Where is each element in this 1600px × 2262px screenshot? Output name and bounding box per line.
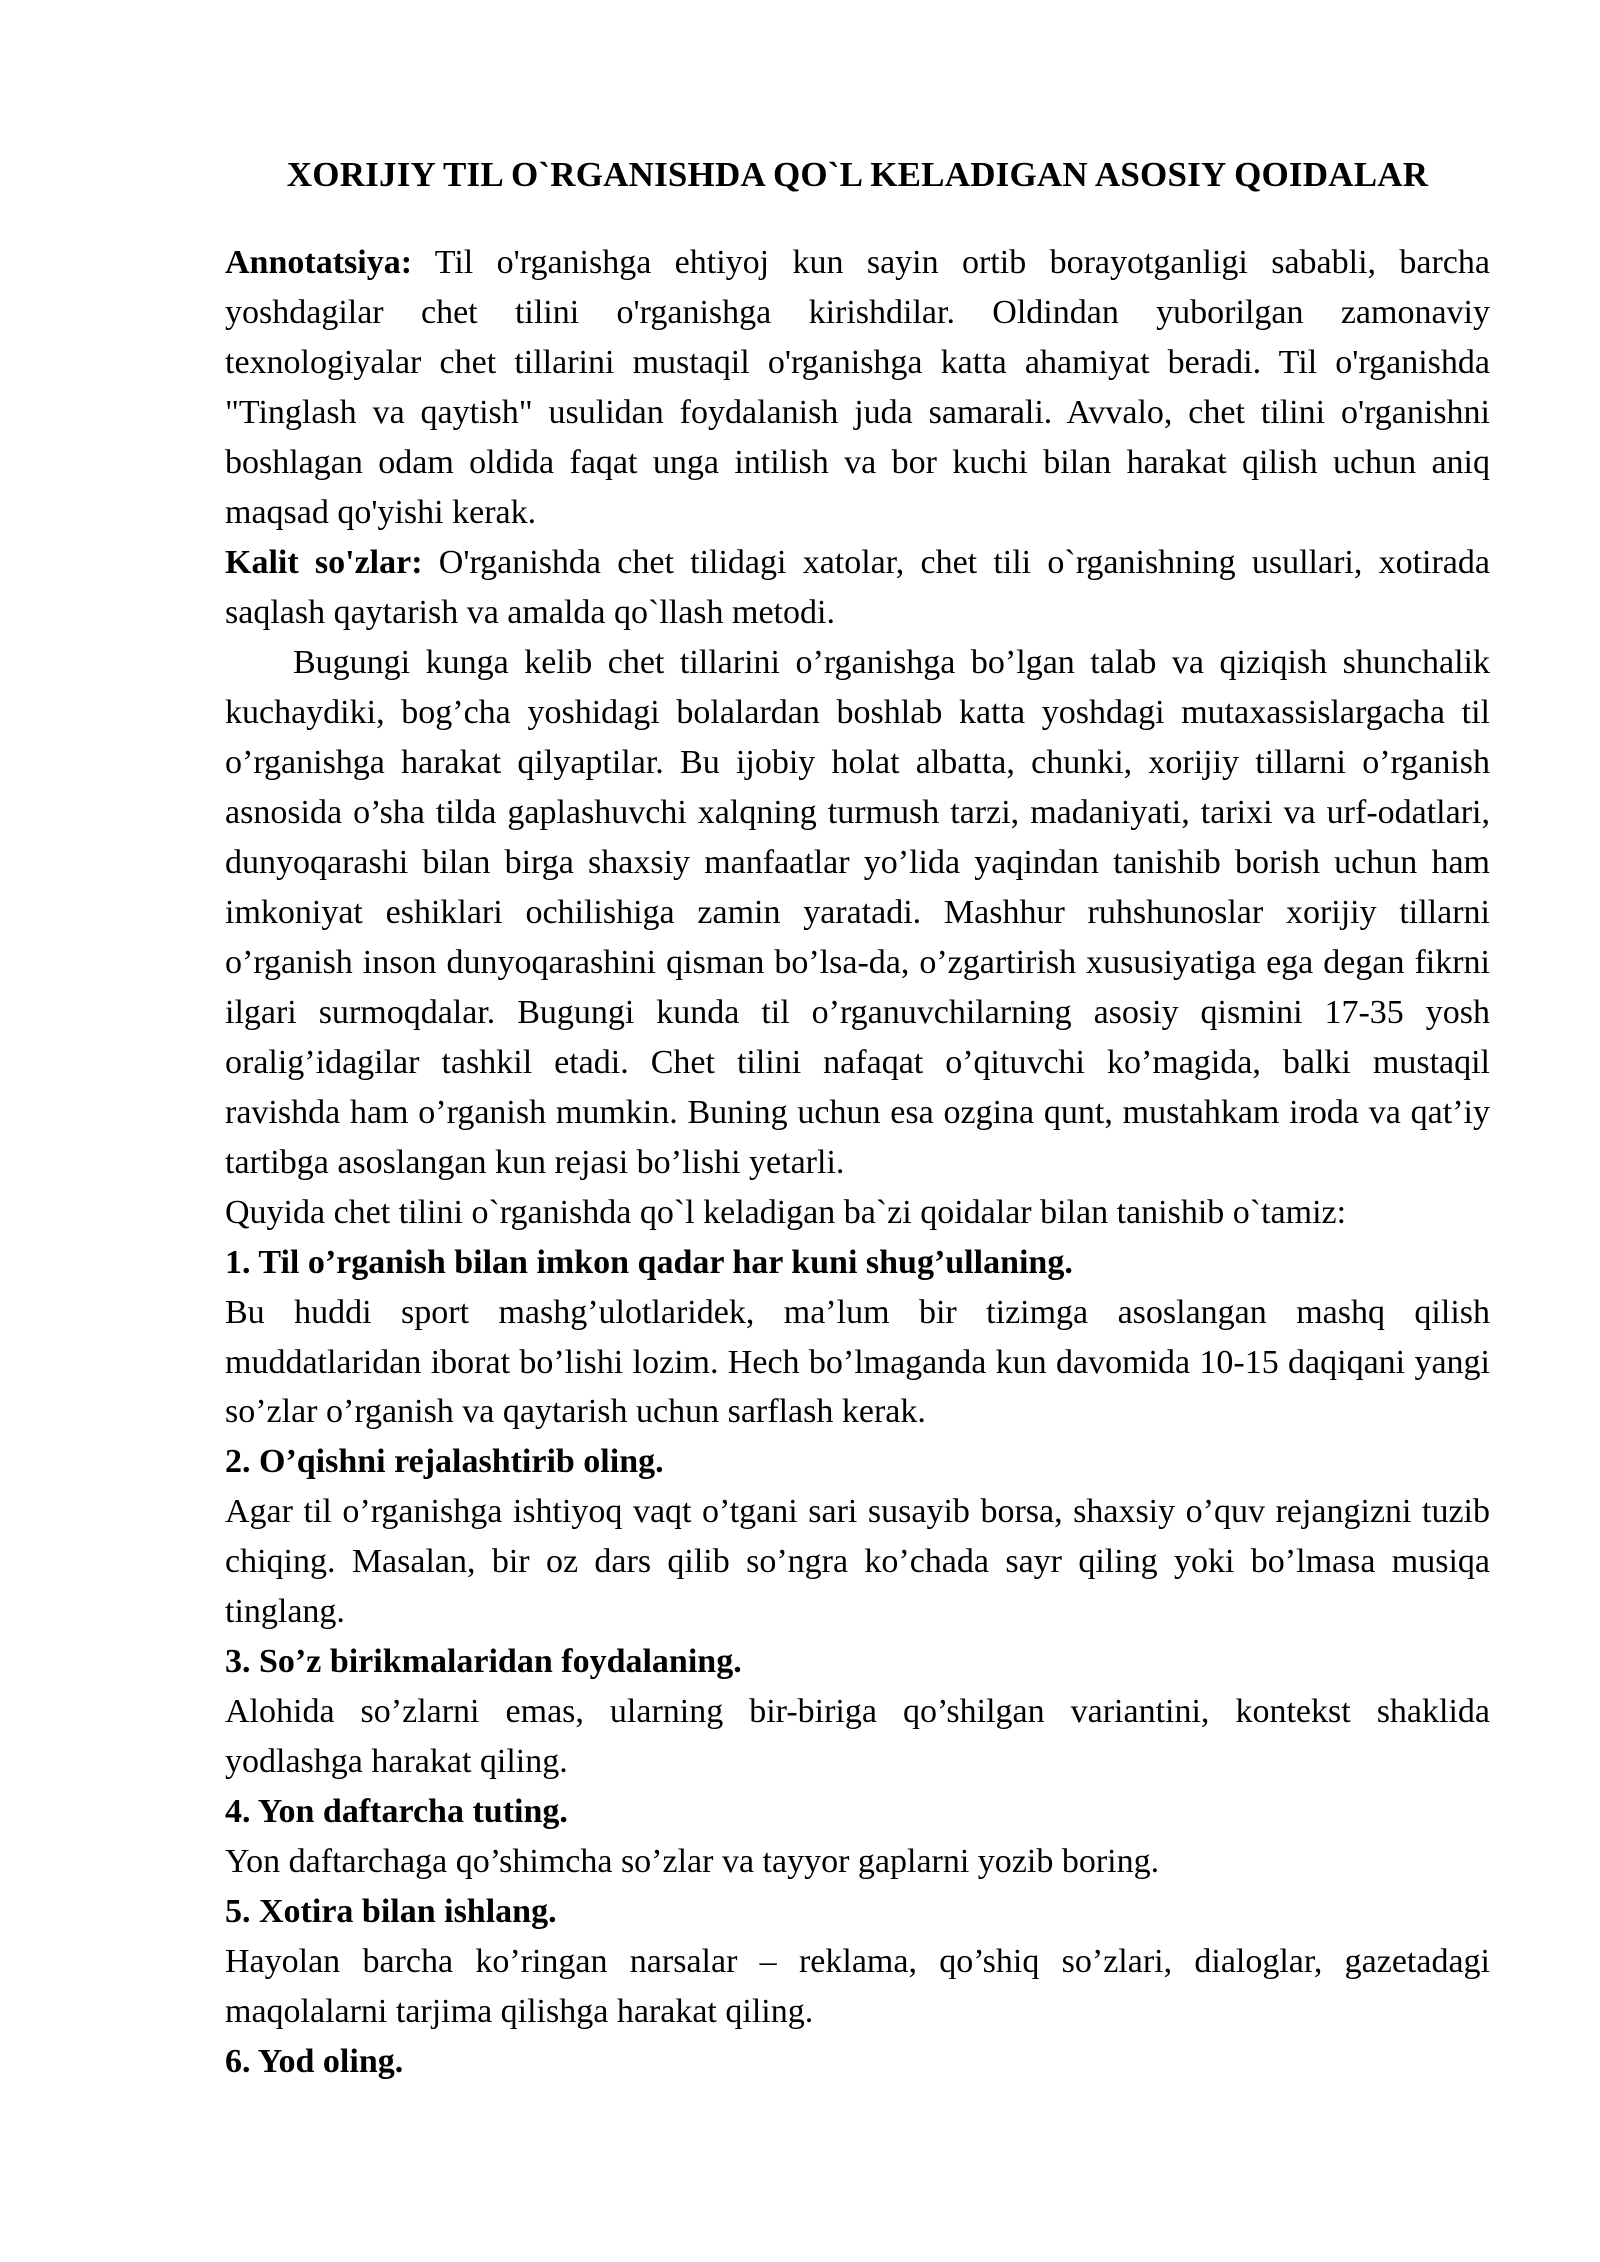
rule-heading-2: 2. O’qishni rejalashtirib oling. bbox=[225, 1443, 664, 1481]
rule-body-1: Bu huddi sport mashg’ulotlaridek, ma’lum bir tizimga asoslangan mashq qilish muddatlaridan iborat bo’lishi lozim. Hech bo’lmaganda kun davomida 10-15 daqiqani yangi so’zlar o’rganish va qaytarish uchun sarflash kerak. bbox=[225, 1293, 1490, 1431]
keywords-label: Kalit so'zlar: bbox=[225, 544, 423, 581]
keywords-text: O'rganishda chet tilidagi xatolar, chet tili o`rganishning usullari, xotirada saqlash qaytarish va amalda qo`llash metodi. bbox=[225, 544, 1490, 631]
abstract-label: Annotatsiya: bbox=[225, 244, 413, 282]
abstract-text: Til o'rganishga ehtiyoj kun sayin ortib borayotganligi sababli, barcha yoshdagilar chet tilini o'rganishga kirishdilar. Oldindan yuborilgan zamonaviy texnologiyalar chet tillarini mustaqil o'rganishga katta ahamiyat beradi. Til o'rganishda "Tinglash va qaytish" usulidan foydalanish juda samarali. Avvalo, chet tilini o'rganishni boshlagan odam oldida faqat unga intilish va bor kuchi bilan harakat qilish uchun aniq maqsad qo'yishi kerak. bbox=[225, 244, 1490, 532]
body-paragraph: Bugungi kunga kelib chet tillarini o’rganishga bo’lgan talab va qiziqish shunchalik kuchaydiki, bog’cha yoshidagi bolalardan boshlab katta yoshdagi mutaxassislargacha til o’rganishga harakat qilyaptilar. Bu ijobiy holat albatta, chunki, xorijiy tillarni o’rganish asnosida o’sha tilda gaplashuvchi xalqning turmush tarzi, madaniyati, tarixi va urf-odatlari, dunyoqarashi bilan birga shaxsiy manfaatlar yo’lida yaqindan tanishib borish uchun ham imkoniyat eshiklari ochilishiga zamin yaratadi. Mashhur ruhshunoslar xorijiy tillarni o’rganish inson dunyoqarashini qisman bo’lsa-da, o’zgartirish xususiyatiga ega degan fikrni ilgari surmoqdalar. Bugungi kunda til o’rganuvchilarning asosiy qismini 17-35 yosh oralig’idagilar tashkil etadi. Chet tilini nafaqat o’qituvchi ko’magida, balki mustaqil ravishda ham o’rganish mumkin. Buning uchun esa ozgina qunt, mustahkam iroda va qat’iy tartibga asoslangan kun rejasi bo’lishi yetarli. bbox=[225, 643, 1490, 1181]
rule-heading-5: 5. Xotira bilan ishlang. bbox=[225, 1893, 557, 1931]
rule-body-3: Alohida so’zlarni emas, ularning bir-biriga qo’shilgan variantini, kontekst shaklida yodlashga harakat qiling. bbox=[225, 1693, 1490, 1781]
page-title: XORIJIY TIL O`RGANISHDA QO`L KELADIGAN ASOSIY QOIDALAR bbox=[286, 155, 1429, 194]
intro-line: Quyida chet tilini o`rganishda qo`l keladigan ba`zi qoidalar bilan tanishib o`tamiz: bbox=[225, 1193, 1347, 1231]
rule-heading-6: 6. Yod oling. bbox=[225, 2043, 404, 2081]
rule-heading-1: 1. Til o’rganish bilan imkon qadar har kuni shug’ullaning. bbox=[225, 1243, 1073, 1281]
abstract-paragraph bbox=[225, 198, 1490, 538]
rule-heading-3: 3. So’z birikmalaridan foydalaning. bbox=[225, 1643, 742, 1681]
keywords-paragraph bbox=[225, 538, 1490, 638]
rule-body-5: Hayolan barcha ko’ringan narsalar – reklama, qo’shiq so’zlari, dialoglar, gazetadagi maqolalarni tarjima qilishga harakat qiling. bbox=[225, 1943, 1490, 2031]
rule-body-2: Agar til o’rganishga ishtiyoq vaqt o’tgani sari susayib borsa, shaxsiy o’quv rejangizni tuzib chiqing. Masalan, bir oz dars qilib so’ngra ko’chada sayr qiling yoki bo’lmasa musiqa tinglang. bbox=[225, 1493, 1490, 1631]
document-content bbox=[225, 0, 1490, 2087]
rule-body-4: Yon daftarchaga qo’shimcha so’zlar va tayyor gaplarni yozib boring. bbox=[225, 1843, 1160, 1881]
rule-heading-4: 4. Yon daftarcha tuting. bbox=[225, 1793, 568, 1831]
